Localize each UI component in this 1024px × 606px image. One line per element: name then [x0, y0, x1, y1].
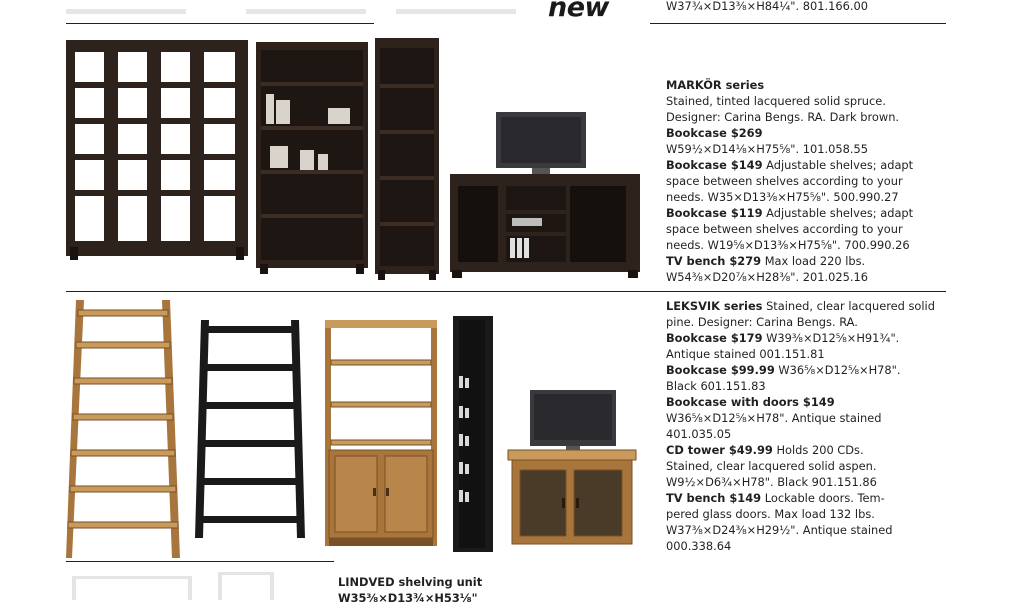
markor-line-4: Bookcase $149 Adjustable shelves; adapt	[666, 158, 914, 172]
markor-line-9: needs. W19⅝×D13⅜×H75⅝". 700.990.26	[666, 238, 910, 252]
leksvik-line-3: Antique stained 001.151.81	[666, 347, 825, 361]
markor-title: MARKÖR series	[666, 78, 765, 92]
lindved-dims: W35⅜×D13¾×H53⅛"	[338, 591, 478, 605]
leksvik-description	[666, 298, 935, 554]
leksvik-line-2: Bookcase $179 W39⅜×D12⅝×H91¾".	[666, 331, 900, 345]
markor-line-2: Bookcase $269	[666, 126, 763, 140]
leksvik-cd-tower-image	[453, 316, 493, 552]
leksvik-line-14: W37⅜×D24⅜×H29½". Antique stained	[666, 523, 893, 537]
markor-description	[666, 77, 913, 285]
markor-line-7: Bookcase $119 Adjustable shelves; adapt	[666, 206, 914, 220]
leksvik-line-1: pine. Designer: Carina Bengs. RA.	[666, 315, 858, 329]
leksvik-line-6: Bookcase with doors $149	[666, 395, 835, 409]
lindved-title: LINDVED shelving unit	[338, 575, 483, 589]
leksvik-bookcase-with-doors-image	[325, 320, 437, 546]
markor-line-5: space between shelves according to your	[666, 174, 903, 188]
leksvik-line-12: TV bench $149 Lockable doors. Tem-	[666, 491, 885, 505]
leksvik-line-9: CD tower $49.99 Holds 200 CDs.	[666, 443, 864, 457]
leksvik-line-13: pered glass doors. Max load 132 lbs.	[666, 507, 875, 521]
leksvik-line-10: Stained, clear lacquered solid aspen.	[666, 459, 877, 473]
previous-dims: W37¾×D13⅜×H84¼". 801.166.00	[666, 0, 868, 13]
leksvik-line-4: Bookcase $99.99 W36⅝×D12⅝×H78".	[666, 363, 901, 377]
divider-top-right	[650, 23, 946, 24]
leksvik-tv-bench-image	[508, 390, 636, 546]
markor-line-1: Designer: Carina Bengs. RA. Dark brown.	[666, 110, 900, 124]
leksvik-tall-bookcase-image	[66, 300, 180, 558]
markor-line-11: W54⅜×D20⅞×H28⅜". 201.025.16	[666, 270, 868, 284]
markor-line-3: W59½×D14⅛×H75⅝". 101.058.55	[666, 142, 868, 156]
leksvik-line-5: Black 601.151.83	[666, 379, 766, 393]
leksvik-black-bookcase-image	[195, 320, 305, 538]
lindved-description	[338, 574, 482, 606]
markor-line-6: needs. W35×D13⅜×H75⅝". 500.990.27	[666, 190, 899, 204]
leksvik-line-11: W9½×D6¾×H78". Black 901.151.86	[666, 475, 877, 489]
leksvik-line-0: LEKSVIK series Stained, clear lacquered solid	[666, 299, 935, 313]
markor-line-0: Stained, tinted lacquered solid spruce.	[666, 94, 886, 108]
markor-line-8: space between shelves according to your	[666, 222, 903, 236]
leksvik-line-7: W36⅝×D12⅝×H78". Antique stained	[666, 411, 882, 425]
new-badge: new	[548, 0, 609, 23]
leksvik-line-15: 000.338.64	[666, 539, 732, 553]
lindved-shelving-image	[72, 572, 282, 600]
leksvik-line-8: 401.035.05	[666, 427, 732, 441]
markor-line-10: TV bench $279 Max load 220 lbs.	[666, 254, 866, 268]
